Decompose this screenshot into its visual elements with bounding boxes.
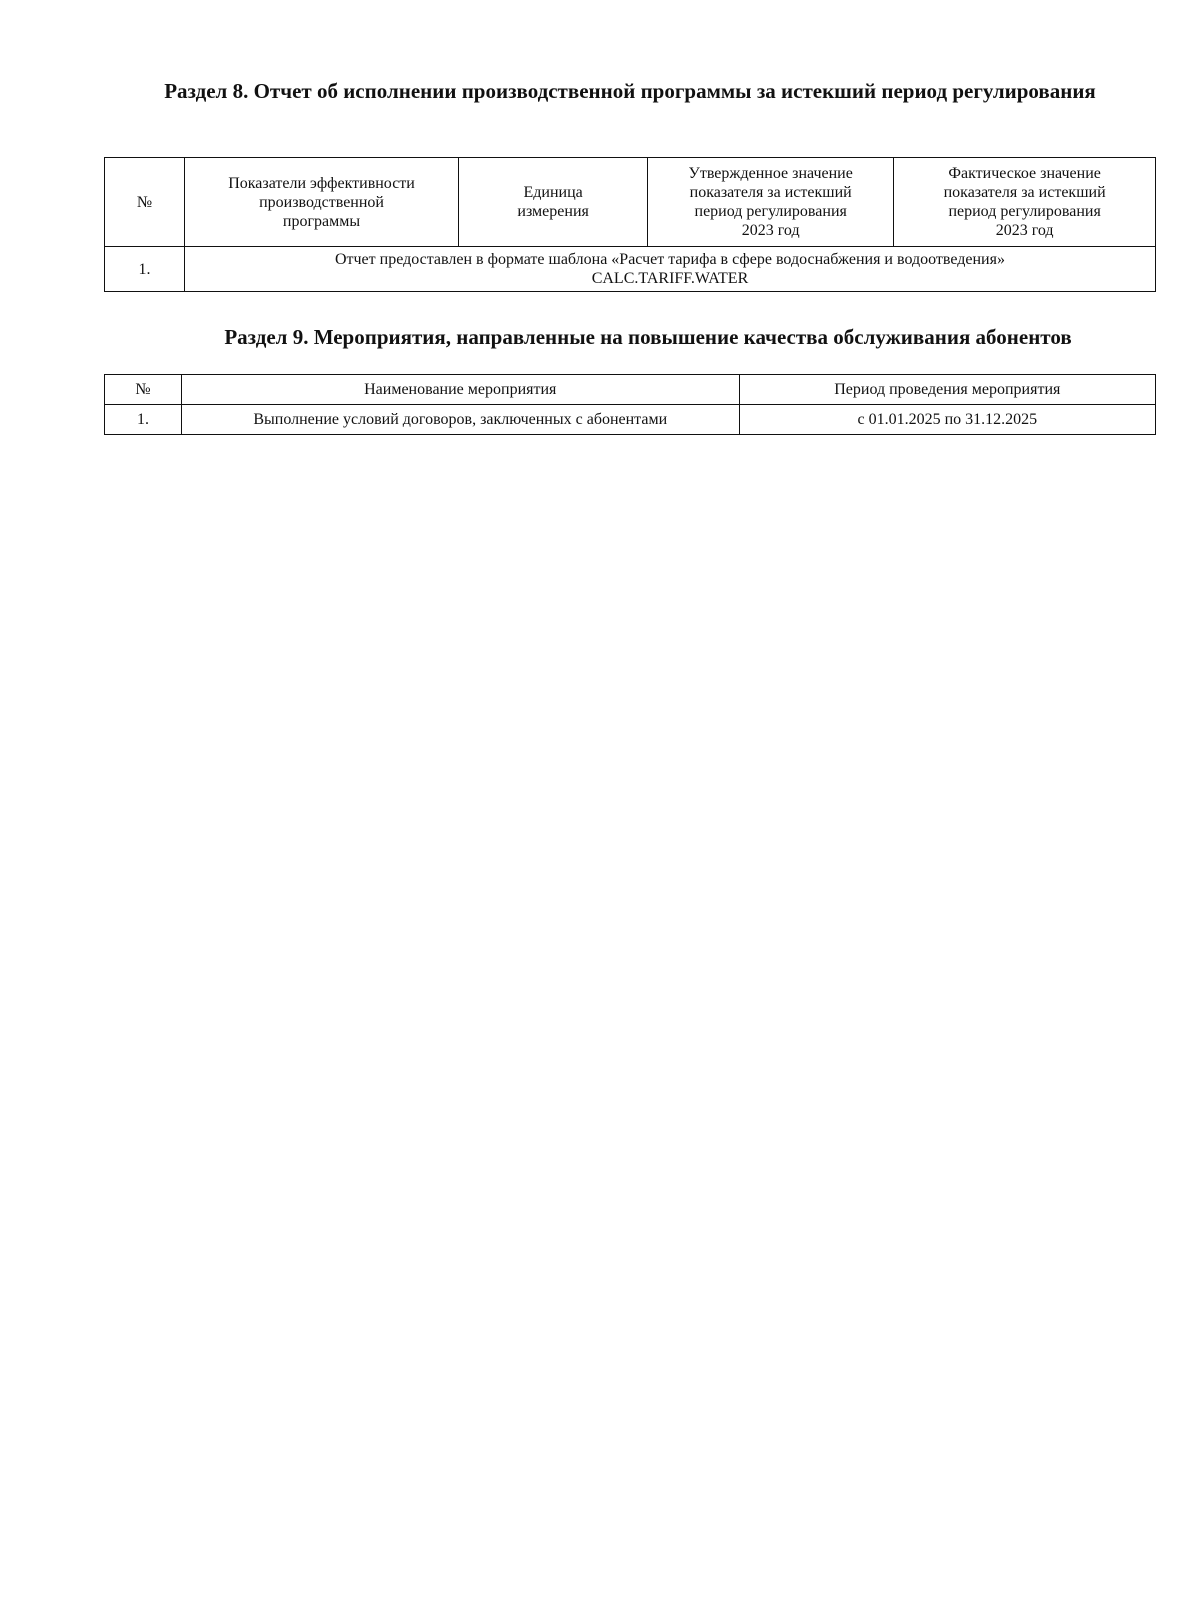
production-program-report-table <box>104 157 1156 292</box>
row-number: 1. <box>105 405 182 435</box>
section-8-title: Раздел 8. Отчет об исполнении производственной программы за истекший период регулирования <box>164 79 1096 103</box>
header-actual-value: Фактическое значение показателя за истекший период регулирования 2023 год <box>894 158 1156 247</box>
header-indicator: Показатели эффективности производственной программы <box>184 158 458 247</box>
section-9-title: Раздел 9. Мероприятия, направленные на повышение качества обслуживания абонентов <box>224 325 1072 349</box>
header-number: № <box>105 375 182 405</box>
header-number: № <box>105 158 185 247</box>
row-period: с 01.01.2025 по 31.12.2025 <box>739 405 1155 435</box>
row-report-text: Отчет предоставлен в формате шаблона «Расчет тарифа в сфере водоснабжения и водоотведения» CALC.TARIFF.WATER <box>184 247 1155 292</box>
table-header-row <box>105 375 1156 405</box>
header-approved-value: Утвержденное значение показателя за истекший период регулирования 2023 год <box>648 158 894 247</box>
customer-service-measures-table <box>104 374 1156 435</box>
table-header-row <box>105 158 1156 247</box>
row-measure-name: Выполнение условий договоров, заключенных с абонентами <box>181 405 739 435</box>
header-unit: Единица измерения <box>459 158 648 247</box>
row-number: 1. <box>105 247 185 292</box>
table-row <box>105 405 1156 435</box>
table-row <box>105 247 1156 292</box>
header-measure-name: Наименование мероприятия <box>181 375 739 405</box>
header-period: Период проведения мероприятия <box>739 375 1155 405</box>
